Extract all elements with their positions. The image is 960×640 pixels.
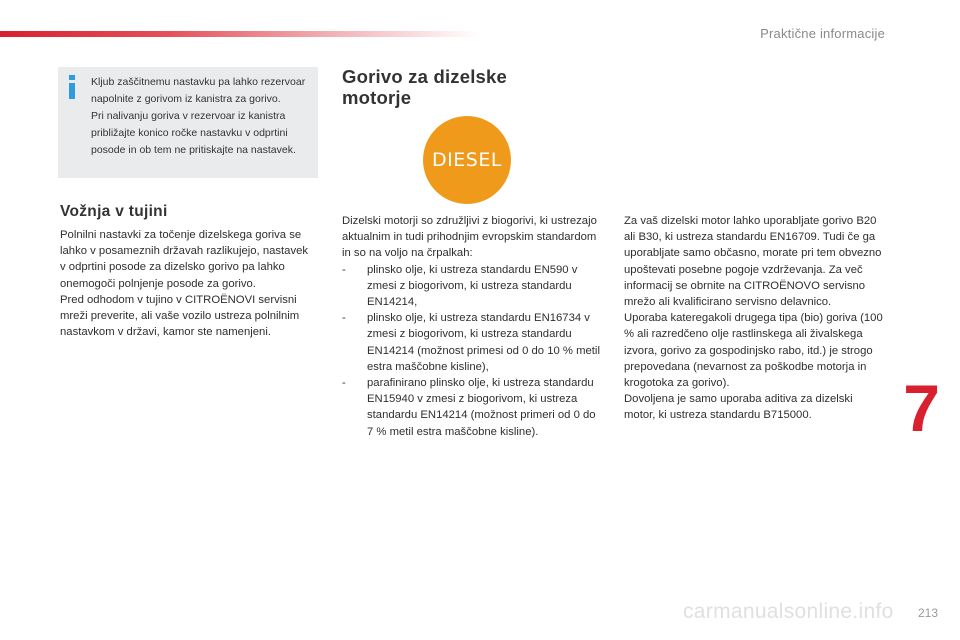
info-icon bbox=[66, 75, 78, 97]
heading-driving-abroad: Vožnja v tujini bbox=[60, 203, 168, 220]
page-number: 213 bbox=[917, 606, 938, 620]
paragraph: Uporaba kateregakoli drugega tipa (bio) goriva (100 % ali razredčeno olje rastlinskega ali živalskega izvora, gorivo za gospodinjsko rabo, itd.) je strogo prepovedana (nevarnost za poškodbe motorja in krogotoka za gorivo). bbox=[624, 312, 883, 390]
info-paragraph: Kljub zaščitnemu nastavku pa lahko rezervoar napolnite z gorivom iz kanistra za gorivo. bbox=[91, 76, 306, 105]
diesel-badge-label: DIESEL bbox=[432, 149, 502, 171]
section-header-title: Praktične informacije bbox=[760, 26, 885, 41]
list-item-text: parafinirano plinsko olje, ki ustreza standardu EN15940 v zmesi z biogorivom, ki ustreza standardu EN14214 (možnost primeri od 0 do 7 % metil estra maščobne kisline). bbox=[367, 377, 596, 438]
fuel-standards-list bbox=[342, 262, 604, 440]
paragraph: Za vaš dizelski motor lahko uporabljate gorivo B20 ali B30, ki ustreza standardu EN16709. Tudi če ga uporabljate samo občasno, morate pri tem obvezno upoštevati posebne pogoje vzdrževanja. Za več informacij se obrnite na CITROËNOVO servisno mrežo ali kvalificirano servisno delavnico. bbox=[624, 215, 882, 309]
paragraph: Polnilni nastavki za točenje dizelskega goriva se lahko v posameznih državah razlikujejo, nastavek v odprtini posode za dizelsko gorivo pa lahko onemogoči polnjenje posode za gorivo. bbox=[60, 229, 309, 290]
list-item: - plinsko olje, ki ustreza standardu EN16734 v zmesi z biogorivom, ki ustreza standardu EN14214 (možnost primesi od 0 do 10 % metil estra maščobne kisline), bbox=[342, 312, 600, 373]
biofuel-text bbox=[624, 213, 886, 424]
list-item-text: plinsko olje, ki ustreza standardu EN16734 v zmesi z biogorivom, ki ustreza standardu EN14214 (možnost primesi od 0 do 10 % metil estra maščobne kisline), bbox=[367, 312, 600, 373]
list-item-text: plinsko olje, ki ustreza standardu EN590 v zmesi z biogorivom, ki ustreza standardu EN14214, bbox=[367, 263, 578, 309]
header-accent-bar bbox=[0, 31, 480, 37]
watermark-text: carmanualsonline.info bbox=[683, 600, 894, 623]
paragraph: Dovoljena je samo uporaba aditiva za dizelski motor, ki ustreza standardu B715000. bbox=[624, 393, 853, 422]
info-note-box bbox=[58, 67, 318, 178]
info-paragraph: Pri nalivanju goriva v rezervoar iz kanistra približajte konico ročke nastavku v odprtini posode in ob tem ne pritiskajte na nastavek. bbox=[91, 110, 296, 156]
list-item: - parafinirano plinsko olje, ki ustreza standardu EN15940 v zmesi z biogorivom, ki ustreza standardu EN14214 (možnost primeri od 0 do 7 % metil estra maščobne kisline). bbox=[342, 377, 596, 438]
heading-diesel-fuel: Gorivo za dizelske motorje bbox=[342, 66, 508, 108]
diesel-compat-text bbox=[342, 213, 604, 440]
list-item: - plinsko olje, ki ustreza standardu EN590 v zmesi z biogorivom, ki ustreza standardu EN14214, bbox=[342, 263, 578, 309]
chapter-number: 7 bbox=[903, 371, 940, 445]
driving-abroad-text bbox=[60, 227, 316, 340]
diesel-badge-icon bbox=[423, 116, 511, 204]
paragraph: Dizelski motorji so združljivi z biogorivi, ki ustrezajo aktualnim in tudi prihodnjim evropskim standardom in so na voljo na črpalkah: bbox=[342, 215, 597, 260]
info-note-text bbox=[91, 74, 313, 159]
paragraph: Pred odhodom v tujino v CITROËNOVI servisni mreži preverite, ali vaše vozilo ustreza polnilnim nastavkom v državi, kamor ste namenjeni. bbox=[60, 293, 300, 339]
